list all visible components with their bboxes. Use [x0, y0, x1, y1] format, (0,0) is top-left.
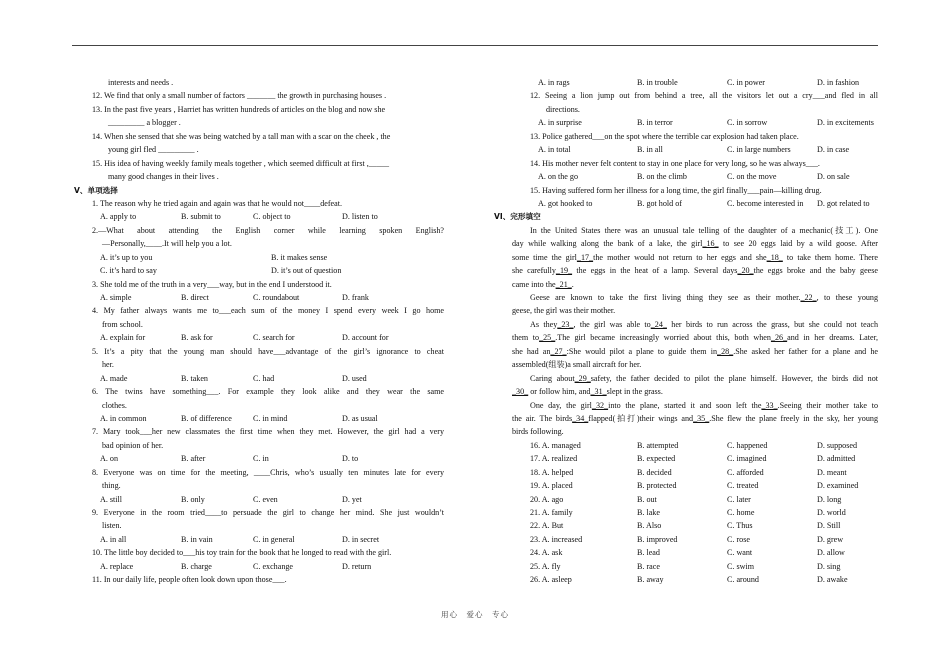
question-15-options: [512, 197, 878, 210]
option-c[interactable]: C. in general: [253, 534, 295, 544]
option-d[interactable]: D. allow: [817, 548, 845, 558]
cloze-21-options: [512, 506, 878, 519]
cloze-blank[interactable]: _32_: [591, 400, 609, 410]
fill-q12: 12. We find that only a small number of factors _______ the growth in purchasing houses .: [92, 91, 387, 101]
option-a[interactable]: A. in surprise: [538, 118, 582, 128]
cloze-blank[interactable]: _35_: [693, 413, 710, 423]
question-8-stem: 8. Everyone was on time for the meeting, ____Chris, who’s usually ten minutes late for every: [92, 467, 444, 477]
option-a[interactable]: 20. A. ago: [530, 494, 564, 504]
cloze-blank[interactable]: _29_: [574, 373, 591, 383]
cloze-26-options: [512, 573, 878, 586]
cloze-blank[interactable]: _27_: [550, 346, 567, 356]
option-a[interactable]: A. in total: [538, 145, 571, 155]
option-c[interactable]: C. imagined: [727, 454, 767, 464]
option-c[interactable]: C. on the move: [727, 172, 777, 182]
option-c[interactable]: C. search for: [253, 333, 295, 343]
passage-text: safety, the father decided to pilot the plane himself. However, the birds did not: [590, 373, 878, 383]
passage-text: the mother would not return to her eggs and she: [593, 252, 767, 262]
option-a[interactable]: 21. A. family: [530, 508, 573, 517]
passage-text: , the girl was able to: [573, 319, 651, 329]
passage-line: [512, 358, 878, 371]
passage-text: her birds to run across the grass, but she could not teach: [666, 319, 878, 329]
option-d[interactable]: D. account for: [342, 333, 389, 343]
question-9-options: [92, 533, 444, 546]
passage-text: some time the girl: [512, 252, 577, 262]
option-b[interactable]: B. charge: [181, 561, 212, 571]
passage-line: [512, 251, 878, 264]
cloze-blank[interactable]: _21_: [555, 279, 572, 289]
option-c[interactable]: C. in sorrow: [727, 118, 768, 128]
cloze-blank[interactable]: _25_: [539, 333, 556, 343]
option-d[interactable]: D. listen to: [342, 212, 378, 222]
passage-text: .She flew the plane freely in the sky, her young: [709, 413, 878, 423]
option-a[interactable]: A. in common: [100, 413, 147, 423]
option-b[interactable]: B. only: [181, 494, 205, 504]
option-d[interactable]: D. long: [817, 494, 842, 504]
option-c[interactable]: C. afforded: [727, 467, 764, 477]
option-b[interactable]: B. lake: [637, 508, 660, 517]
question-9-stem-cont: listen.: [102, 521, 122, 531]
passage-text: the air. The birds: [512, 413, 573, 423]
option-a[interactable]: A. apply to: [100, 212, 137, 222]
question-13-stem: 13. Police gathered___on the spot where the terrible car explosion had taken place.: [530, 131, 799, 141]
option-a[interactable]: A. got hooked to: [538, 198, 593, 208]
passage-text: into the plane, started it and soon left the: [608, 400, 762, 410]
option-d[interactable]: D. used: [342, 373, 367, 383]
option-a[interactable]: 22. A. But: [530, 521, 564, 531]
fill-q14-cont: young girl fled _________ .: [108, 145, 199, 155]
passage-text: Caring about: [530, 373, 575, 383]
passage-text: .She asked her father for a plane and he: [733, 346, 878, 356]
question-2-options: [92, 251, 444, 264]
section-heading-cloze: VI、完形填空: [494, 212, 541, 222]
cloze-options: [512, 439, 878, 587]
option-a[interactable]: A. explain for: [100, 333, 146, 343]
option-b[interactable]: B. away: [637, 575, 664, 585]
option-a[interactable]: 16. A. managed: [530, 440, 581, 450]
option-c[interactable]: C. roundabout: [253, 293, 300, 302]
option-d[interactable]: D. sing: [817, 561, 841, 571]
option-d[interactable]: D. grew: [817, 534, 844, 544]
cloze-blank[interactable]: _26_: [770, 333, 788, 343]
passage-text: the eggs broke and the baby geese: [753, 266, 878, 276]
option-c[interactable]: C. in large numbers: [727, 145, 791, 155]
passage-text: and in her dreams. Later,: [787, 333, 878, 343]
passage-text: , to these young: [816, 293, 878, 302]
option-c[interactable]: C. treated: [727, 481, 759, 491]
fill-q15: 15. His idea of having weekly family meals together , which seemed difficult at first ,_____: [92, 158, 389, 168]
question-6-options: [92, 412, 444, 425]
option-c[interactable]: C. later: [727, 494, 751, 504]
option-b[interactable]: B. of difference: [181, 413, 232, 423]
option-c[interactable]: C. exchange: [253, 561, 294, 571]
option-b[interactable]: B. taken: [181, 373, 208, 383]
passage-text: them to: [512, 333, 540, 343]
option-d[interactable]: D. supposed: [817, 440, 858, 450]
option-c[interactable]: C. around: [727, 575, 759, 585]
passage-text: .The girl became increasingly worried about this, both when: [555, 333, 771, 343]
cloze-23-options: [512, 533, 878, 546]
cloze-17-options: [512, 452, 878, 465]
option-a[interactable]: A. in all: [100, 534, 127, 544]
passage-text: :She would pilot a plane to guide them in: [566, 346, 718, 356]
passage-line: [512, 304, 878, 317]
question-14-options: [512, 170, 878, 183]
cloze-blank[interactable]: _18_: [766, 252, 783, 262]
option-c[interactable]: C. Thus: [727, 521, 753, 531]
option-a[interactable]: A. still: [100, 494, 123, 504]
option-d[interactable]: D. got related to: [817, 198, 870, 208]
passage-text: .Seeing their mother take to: [777, 400, 878, 410]
passage-text: or follow him, and: [528, 387, 591, 397]
option-d[interactable]: D. yet: [342, 494, 362, 504]
option-c[interactable]: C. happened: [727, 440, 768, 450]
option-b[interactable]: B. in vain: [181, 534, 213, 544]
question-8-options: [92, 493, 444, 506]
passage-text: day while walking along the bank of a lake, the girl: [512, 239, 703, 249]
footer-slogan: 用心 爱心 专心: [441, 610, 509, 619]
question-12-stem: 12. Seeing a lion jump out from behind a tree, all the visitors let out a cry___and fled in all: [530, 91, 878, 101]
cloze-blank[interactable]: _17_: [576, 252, 594, 262]
option-b[interactable]: B. it makes sense: [271, 252, 328, 262]
question-4-stem-cont: from school.: [102, 319, 143, 329]
cloze-19-options: [512, 479, 878, 492]
question-9-stem: 9. Everyone in the room tried____to persuade the girl to change her mind. She just wouldn’t: [92, 508, 444, 517]
passage-text: to see 20 eggs laid by a wild goose. After: [718, 239, 878, 249]
cloze-18-options: [512, 466, 878, 479]
option-a[interactable]: A. made: [100, 373, 128, 383]
passage-text: Geese are known to take the first living thing they see as their mother.: [530, 293, 801, 302]
option-b[interactable]: B. in all: [637, 145, 663, 155]
passage-text: In the United States there was an unusual tale telling of the daughter of a mechanic(技工). One: [530, 225, 878, 235]
question-14-stem: 14. His mother never felt content to stay in one place for very long, so he was always___.: [530, 158, 820, 168]
question-10-options: [92, 560, 444, 573]
option-a[interactable]: 26. A. asleep: [530, 575, 572, 585]
option-b[interactable]: B. protected: [637, 481, 677, 491]
question-2-stem: 2.—What about attending the English corner while learning spoken English?: [92, 225, 444, 235]
section-heading-multiple-choice: V、单项选择: [74, 185, 118, 195]
question-1-options: [92, 210, 444, 223]
option-d[interactable]: D. examined: [817, 481, 859, 491]
passage-text: slept in the grass.: [606, 387, 663, 397]
right-column: [494, 76, 878, 587]
option-b[interactable]: B. improved: [637, 534, 678, 544]
option-b[interactable]: B. expected: [637, 454, 676, 464]
passage-text: geese, the girl was their mother.: [512, 306, 616, 316]
option-d[interactable]: D. frank: [342, 293, 369, 302]
option-c[interactable]: C. in mind: [253, 413, 288, 423]
option-a[interactable]: 24. A. ask: [530, 548, 563, 558]
cloze-blank[interactable]: _20_: [737, 266, 754, 276]
passage-text: flapped(拍打)their wings and: [588, 413, 694, 423]
option-d[interactable]: D. world: [817, 508, 846, 517]
option-c[interactable]: C. home: [727, 508, 755, 517]
cloze-blank[interactable]: _24_: [650, 319, 667, 329]
option-d[interactable]: D. on sale: [817, 172, 850, 182]
option-c[interactable]: C. rose: [727, 534, 750, 544]
option-b[interactable]: B. out: [637, 494, 657, 504]
question-3-options: [92, 291, 444, 304]
passage-text: the eggs in the heat of a lamp. Several days: [572, 266, 738, 276]
question-15-stem: 15. Having suffered form her illness for a long time, the girl finally___pain—killing drug.: [530, 185, 822, 195]
question-6-stem-cont: clothes.: [102, 400, 127, 410]
option-a[interactable]: 17. A. realized: [530, 454, 578, 464]
option-b[interactable]: B. ask for: [181, 333, 213, 343]
question-11-stem: 11. In our daily life, people often look down upon those___.: [92, 575, 287, 585]
passage-text: birds following.: [512, 427, 564, 437]
passage-line: [512, 372, 878, 385]
option-b[interactable]: B. lead: [637, 548, 660, 558]
fill-q15-cont: many good changes in their lives .: [108, 172, 219, 182]
passage-line: [512, 278, 878, 291]
option-d[interactable]: D. in case: [817, 145, 850, 155]
option-d[interactable]: D. meant: [817, 467, 847, 477]
option-a[interactable]: A. in rags: [538, 78, 570, 87]
option-a[interactable]: A. on the go: [538, 172, 579, 182]
option-c[interactable]: C. in: [253, 454, 269, 464]
question-4-stem: 4. My father always wants me to___each sum of the money I spend every week I go home: [92, 306, 444, 316]
passage-text: to take them home. There: [782, 252, 878, 262]
multiple-choice-list: [92, 197, 444, 587]
option-c[interactable]: C. in power: [727, 78, 765, 87]
option-a[interactable]: 23. A. increased: [530, 534, 583, 544]
option-b[interactable]: B. in trouble: [637, 78, 678, 87]
option-a[interactable]: 19. A. placed: [530, 481, 573, 491]
option-b[interactable]: D. it’s out of question: [271, 266, 342, 276]
option-d[interactable]: D. return: [342, 561, 372, 571]
option-b[interactable]: B. direct: [181, 293, 209, 302]
passage-line: [512, 224, 878, 237]
passage-text: .: [571, 279, 574, 289]
option-a[interactable]: A. simple: [100, 293, 132, 302]
option-b[interactable]: B. submit to: [181, 212, 221, 222]
fill-q13-cont: _________ a blogger .: [108, 118, 181, 128]
cloze-22-options: [512, 519, 878, 532]
cloze-blank[interactable]: _34_: [572, 413, 589, 423]
passage-line: [512, 412, 878, 425]
cloze-blank[interactable]: _19_: [555, 266, 573, 276]
option-b[interactable]: B. after: [181, 454, 206, 464]
question-5-stem-cont: her.: [102, 360, 114, 370]
option-d[interactable]: D. Still: [817, 521, 841, 531]
question-7-stem: 7. Mary took___her new classmates the first time when they met. However, the girl had a very: [92, 427, 444, 437]
option-d[interactable]: D. to: [342, 454, 359, 464]
option-a[interactable]: 25. A. fly: [530, 561, 561, 571]
question-12-stem-cont: directions.: [546, 104, 580, 114]
cloze-blank[interactable]: _23_: [557, 319, 574, 329]
cloze-blank[interactable]: _28_: [717, 346, 734, 356]
option-a[interactable]: A. on: [100, 454, 118, 464]
cloze-20-options: [512, 493, 878, 506]
option-b[interactable]: B. attempted: [637, 440, 679, 450]
question-7-stem-cont: bad opinion of her.: [102, 440, 164, 450]
q11-options: [512, 76, 878, 89]
option-b[interactable]: B. on the climb: [637, 172, 687, 182]
option-d[interactable]: D. awake: [817, 575, 848, 585]
cloze-blank[interactable]: _16_: [702, 239, 719, 249]
passage-text: she carefully: [512, 266, 556, 276]
passage-line: [512, 385, 878, 398]
passage-line: [512, 399, 878, 412]
cloze-16-options: [512, 439, 878, 452]
fill-q14: 14. When she sensed that she was being watched by a tall man with a scar on the cheek , the: [92, 131, 391, 141]
question-7-options: [92, 452, 444, 465]
passage-line: [512, 331, 878, 344]
option-b[interactable]: B. decided: [637, 467, 672, 477]
option-a[interactable]: A. it’s up to you: [100, 252, 153, 262]
option-c[interactable]: C. even: [253, 494, 278, 504]
question-10-stem: 10. The little boy decided to___his toy train for the book that he longed to read with the girl.: [92, 548, 392, 558]
cloze-25-options: [512, 560, 878, 573]
question-12-options: [512, 116, 878, 129]
question-13-options: [512, 143, 878, 156]
question-5-stem: 5. It’s a pity that the young man should have___advantage of the girl’s ignorance to cheat: [92, 346, 444, 356]
cloze-blank[interactable]: _33_: [761, 400, 778, 410]
passage-line: [512, 345, 878, 358]
cloze-passage: [512, 224, 878, 439]
fill-q13: 13. In the past five years , Harriet has written hundreds of articles on the blog and now she: [92, 104, 386, 114]
cloze-blank[interactable]: _22_: [800, 293, 817, 302]
option-d[interactable]: D. in secret: [342, 534, 380, 544]
passage-line: [512, 291, 878, 304]
option-d[interactable]: D. admitted: [817, 454, 856, 464]
question-5-options: [92, 372, 444, 385]
header-rule: [72, 45, 878, 46]
option-a[interactable]: 18. A. helped: [530, 467, 574, 477]
cloze-blank[interactable]: _31_: [590, 387, 607, 397]
option-a[interactable]: A. replace: [100, 561, 134, 571]
cloze-blank[interactable]: _30_: [512, 387, 529, 397]
passage-text: assembled(组装)a small aircraft for her.: [512, 360, 642, 370]
question-8-stem-cont: thing.: [102, 481, 121, 491]
option-d[interactable]: D. as usual: [342, 413, 378, 423]
question-1-stem: 1. The reason why he tried again and again was that he would not____defeat.: [92, 198, 343, 208]
question-2-options: [92, 264, 444, 277]
passage-line: [512, 318, 878, 331]
multiple-choice-list-continued: [512, 89, 878, 210]
passage-line: [512, 264, 878, 277]
question-3-stem: 3. She told me of the truth in a very___way, but in the end I understood it.: [92, 279, 332, 289]
passage-line: [512, 237, 878, 250]
option-b[interactable]: B. in terror: [637, 118, 673, 128]
option-b[interactable]: B. Also: [637, 521, 662, 531]
option-c[interactable]: C. want: [727, 548, 753, 558]
passage-text: As they: [530, 319, 558, 329]
option-d[interactable]: D. in fashion: [817, 78, 860, 87]
cloze-24-options: [512, 546, 878, 559]
option-c[interactable]: C. swim: [727, 561, 754, 571]
passage-text: she had an: [512, 346, 551, 356]
option-c[interactable]: C. become interested in: [727, 198, 804, 208]
option-c[interactable]: C. had: [253, 373, 275, 383]
passage-text: One day, the girl: [530, 400, 592, 410]
option-a[interactable]: C. it’s hard to say: [100, 266, 157, 276]
passage-line: [512, 425, 878, 438]
left-column: [74, 76, 444, 587]
passage-text: came into the: [512, 279, 556, 289]
q11-continuation: interests and needs .: [108, 78, 174, 87]
option-b[interactable]: B. got hold of: [637, 198, 682, 208]
option-d[interactable]: D. in excitements: [817, 118, 874, 128]
option-b[interactable]: B. race: [637, 561, 660, 571]
question-6-stem: 6. The twins have something___. For example they look alike and they wear the same: [92, 387, 444, 397]
option-c[interactable]: C. object to: [253, 212, 291, 222]
question-2-stem-cont: —Personally,____.It will help you a lot.: [102, 239, 232, 249]
question-4-options: [92, 331, 444, 344]
